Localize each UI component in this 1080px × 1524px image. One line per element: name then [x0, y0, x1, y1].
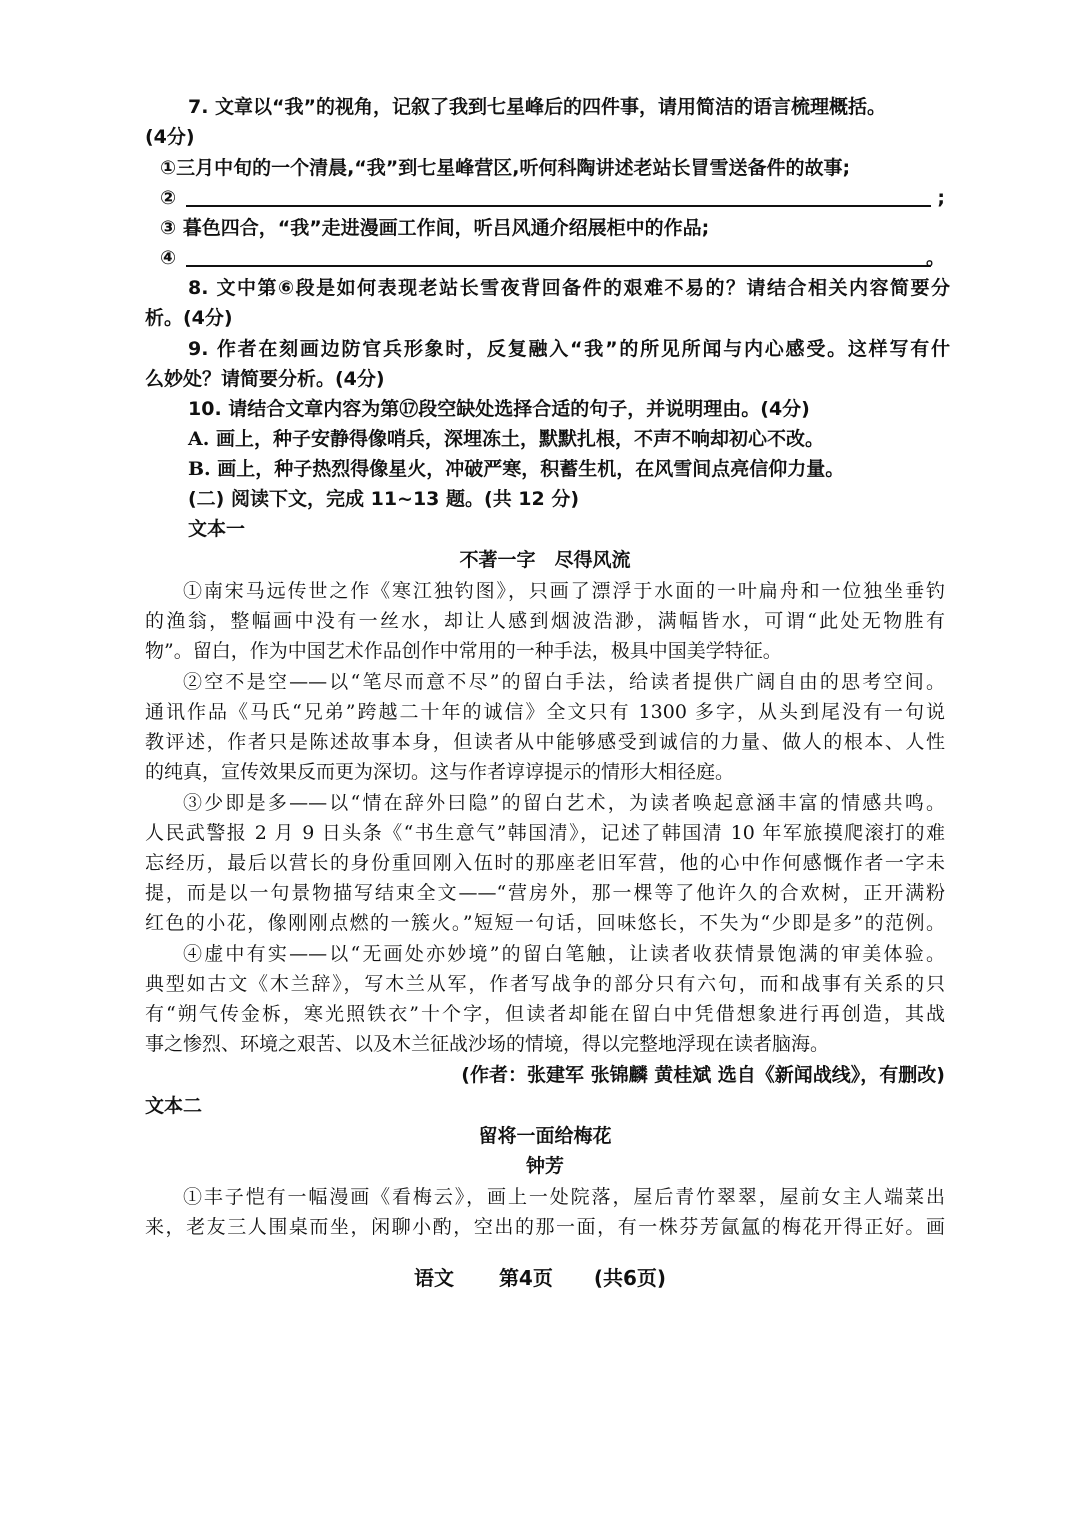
text-1-line: 人民武警报 2 月 9 日头条《“书生意气”韩国清》，记述了韩国清 10 年军旅摸爬滚打的难: [145, 822, 945, 844]
q8-line-2: 析。(4分): [145, 307, 233, 329]
text-1-line: ④虚中有实——以“无画处亦妙境”的留白笔触，让读者收获情景饱满的审美体验。: [183, 943, 945, 965]
answer-underline: [186, 205, 931, 207]
q7-item-4-blank: [160, 243, 945, 273]
text-1-line: 忘经历，最后以营长的身份重回刚入伍时的那座老旧军营，他的心中作何感慨作者一字未: [145, 852, 945, 874]
q7-line-1: 7. 文章以“我”的视角，记叙了我到七星峰后的四件事，请用简洁的语言梳理概括。: [188, 96, 887, 118]
q7-item-2-blank: [160, 183, 945, 213]
text-1-line: ①南宋马远传世之作《寒江独钓图》，只画了漂浮于水面的一叶扁舟和一位独坐垂钓: [183, 580, 945, 602]
text-2-line: 来，老友三人围桌而坐，闲聊小酌，空出的那一面，有一株芬芳氤氲的梅花开得正好。画: [145, 1216, 945, 1238]
text-2-author: 钟芳: [525, 1155, 564, 1177]
section-2-heading: (二) 阅读下文，完成 11~13 题。(共 12 分): [188, 488, 580, 510]
q10-option-b: B. 画上，种子热烈得像星火，冲破严寒，积蓄生机，在风雪间点亮信仰力量。: [188, 458, 845, 480]
q7-item-2-end: ;: [937, 187, 945, 209]
text-1-line: ③少即是多——以“情在辞外曰隐”的留白艺术，为读者唤起意涵丰富的情感共鸣。: [183, 792, 945, 814]
page-footer: [0, 1263, 1080, 1293]
text-2-title: 留将一面给梅花: [478, 1125, 612, 1147]
text-1-line: 提，而是以一句景物描写结束全文——“营房外，那一棵等了他许久的合欢树，正开满粉: [145, 882, 945, 904]
answer-underline: [186, 265, 931, 267]
text-1-title: 不著一字 尽得风流: [459, 549, 631, 571]
text-1-line: 的纯真，宣传效果反而更为深切。这与作者谆谆提示的情形大相径庭。: [145, 761, 735, 783]
text-1-line: ②空不是空——以“笔尽而意不尽”的留白手法，给读者提供广阔自由的思考空间。: [183, 671, 945, 693]
q10-option-a: A. 画上，种子安静得像哨兵，深埋冻土，默默扎根，不声不响却初心不改。: [188, 428, 824, 450]
text-1-source: (作者：张建军 张锦麟 黄桂斌 选自《新闻战线》，有删改): [461, 1064, 945, 1086]
q8-line-1: 8. 文中第⑥段是如何表现老站长雪夜背回备件的艰难不易的？请结合相关内容简要分: [188, 277, 950, 299]
q7-item-1: ①三月中旬的一个清晨,“我”到七星峰营区,听何科陶讲述老站长冒雪送备件的故事;: [160, 157, 851, 179]
q7-line-2: (4分): [145, 126, 195, 148]
text-1-line: 红色的小花，像刚刚点燃的一簇火。”短短一句话，回味悠长，不失为“少即是多”的范例。: [145, 912, 945, 934]
q7-item-4-number: ④: [160, 247, 177, 269]
q9-line-2: 么妙处？请简要分析。(4分): [145, 368, 385, 390]
q7-item-4-end: 。: [925, 247, 945, 269]
footer-total-pages: (共6页): [593, 1266, 667, 1290]
text-2-line: ①丰子恺有一幅漫画《看梅云》，画上一处院落，屋后青竹翠翠，屋前女主人端菜出: [183, 1186, 945, 1208]
text-1-line: 教评述，作者只是陈述故事本身，但读者从中能够感受到诚信的力量、做人的根本、人性: [145, 731, 945, 753]
q7-item-2-number: ②: [160, 187, 177, 209]
footer-subject: 语文: [413, 1266, 454, 1290]
text-1-line: 通讯作品《马氏“兄弟”跨越二十年的诚信》全文只有 1300 多字，从头到尾没有一句说: [145, 701, 945, 723]
text-1-line: 事之惨烈、环境之艰苦、以及木兰征战沙场的情境，得以完整地浮现在读者脑海。: [145, 1033, 830, 1055]
text-2-label: 文本二: [145, 1095, 203, 1117]
footer-page-number: 第4页: [498, 1266, 553, 1290]
text-1-line: 有“朔气传金柝，寒光照铁衣”十个字，但读者却能在留白中凭借想象进行再创造，其战: [145, 1003, 945, 1025]
text-1-line: 物”。留白，作为中国艺术作品创作中常用的一种手法，极具中国美学特征。: [145, 640, 782, 662]
q9-line-1: 9. 作者在刻画边防官兵形象时，反复融入“我”的所见所闻与内心感受。这样写有什: [188, 338, 950, 360]
text-1-line: 的渔翁，整幅画中没有一丝水，却让人感到烟波浩渺，满幅皆水，可谓“此处无物胜有: [145, 610, 945, 632]
q7-item-3: ③ 暮色四合，“我”走进漫画工作间，听吕风通介绍展柜中的作品;: [160, 217, 710, 239]
q10-line-1: 10. 请结合文章内容为第⑰段空缺处选择合适的句子，并说明理由。(4分): [188, 398, 810, 420]
text-1-line: 典型如古文《木兰辞》，写木兰从军，作者写战争的部分只有六句，而和战事有关系的只: [145, 973, 945, 995]
text-1-label: 文本一: [188, 518, 246, 540]
